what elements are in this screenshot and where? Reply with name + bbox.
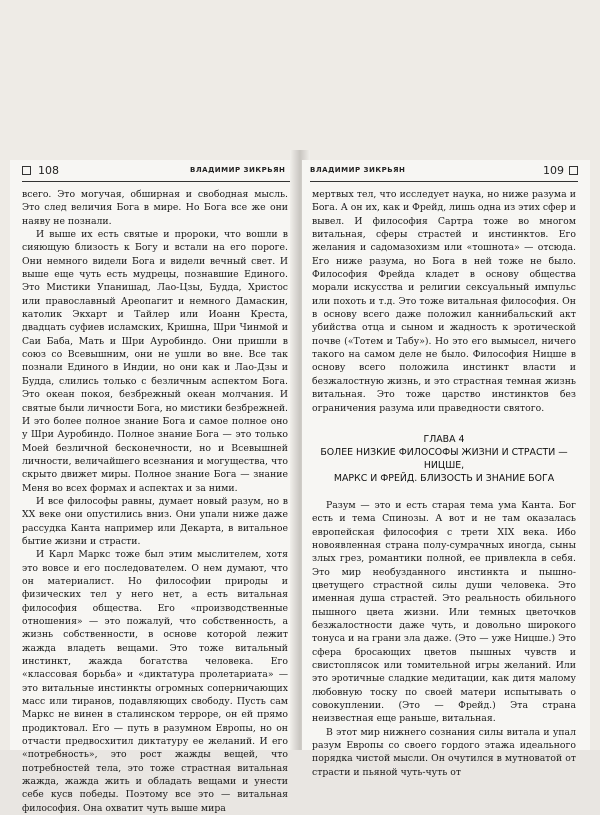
right-page [302, 160, 590, 778]
left-page [10, 160, 300, 814]
page-number: 108 [38, 164, 59, 177]
right-page-text [312, 188, 576, 779]
left-page-text [22, 188, 288, 815]
chapter-title-line: БОЛЕЕ НИЗКИЕ ФИЛОСОФЫ ЖИЗНИ И СТРАСТИ — НИЦШЕ, [320, 446, 568, 471]
left-page-header [10, 164, 300, 182]
header-rule [22, 181, 290, 182]
right-page-header [302, 164, 590, 182]
chapter-title-line: МАРКС И ФРЕЙД. БЛИЗОСТЬ И ЗНАНИЕ БОГА [333, 472, 555, 484]
header-rule [310, 181, 578, 182]
page-number: 109 [543, 164, 564, 177]
paragraph: И выше их есть святые и пророки, что вошли в сияющую близость к Богу и встали на его пороге. Они немного видели Бога и видели вечный свет. И выше еще чуть есть мудрецы, познавшие Единого. Это Мистики Упанишад, Лао-Цзы, Будда, Христос или православный Ареопагит и немного Дамаскин, католик Экхарт и Тайлер или Иоанн Креста, двадцать суфиев исламских, Кришна, Шри Чинмой и Саи Баба, Мать и Шри Ауробиндо. Они пришли в союз со Всевышним, они не ушли во вне. Все так познали Единого в Индии, но они как и Лао-Дзы и Будда, слились только с безличным аспектом Бога. Это океан покоя, безбрежный океан молчания. И святые были личности Бога, но мистики безбрежней. И это более полное знание Бога и самое полное оно у Шри Ауробиндо. Полное знание Бога — это только Моей безличной бесконечности, но и Всевышней личности, величайшего всезнания и могущества, что скрыто движет миры. Полное знание Бога — знание Меня во всех формах и аспектах и за ними. [22, 229, 288, 494]
paragraph: И Карл Маркс тоже был этим мыслителем, хотя это вовсе и его последователем. О нем думают, что он материалист. Но философии природы и физических тел у него нет, а есть витальная философия общества. Его «производственные отношения» — это пожалуй, что собственность, а жизнь собственности, в основе которой лежит жажда владеть вещами. Это тоже витальный инстинкт, жажда богатства человека. Его «классовая борьба» и «диктатура пролетариата» — это витальные инстинкты огромных соперничающих масс или тиранов, подавляющих свободу. Пусть сам Маркс не винен в сталинском терроре, он ей прямо продиктовал. Его — путь в разумном Европы, но он отчасти предвосхитил диктатуру ее желаний. И его «потребность», это рост жажды вещей, что потребностей тела, это тоже страстная витальная жажда, жажда жить и обладать вещами и унести себе кусв победы. Поэтому все это — витальная философия. Она охватит чуть выше мира [22, 549, 288, 814]
paragraph: Разум — это и есть старая тема ума Канта. Бог есть и тема Спинозы. А вот и не там оказалась европейская философия с трети XIX века. Ибо новоявленная страна полу-сумрачных иногда, сыны злых грез, романтики полной, ее привлекла в себя. Это мир необузданного инстинкта и пышно-цветущего страстной силы души человека. Это именная душа страстей. Это реальность обильного пышного цвета жизни. Или темных цветочков безжалостности даже чуть, и довольно широкого тонуса и на грани зла даже. (Это — уже Ницше.) Это сфера бросающих цветов пышных чувств и свистоплясок или томительной игры желаний. Или это эротичные сладкие медитации, как дитя малому любовную тоску по своей матери испытывать о совокуплении. (Это — Фрейд.) Эта страна неизвестная еще раньше, витальная. [312, 499, 576, 725]
running-head: ВЛАДИМИР ЗИКРЬЯН [190, 166, 286, 174]
paragraph: всего. Это могучая, обширная и свободная мысль. Это след величия Бога в мире. Но Бога все же они наяву не познали. [22, 189, 288, 227]
running-head: ВЛАДИМИР ЗИКРЬЯН [310, 166, 406, 174]
square-icon [569, 166, 578, 175]
chapter-number: ГЛАВА 4 [423, 433, 465, 445]
square-icon [22, 166, 31, 175]
paragraph: мертвых тел, что исследует наука, но ниже разума и Бога. А он их, как и Фрейд, лишь одна из этих сфер и вывел. И философия Сартра тоже во многом витальная, сферы страстей и инстинктов. Его желания и садомазохизм или «тошнота» — отсюда. Его ниже разума, но Бога в ней тоже не было. Философия Фрейда кладет в основу общества морали искусства и религии сексуальный импульс или похоть и т.д. Это тоже витальная философия. Он в основу всего даже положил каннибальский акт убийства отца и сыном и жадность к эротической почве («Тотем и Табу»). Но это его вымысел, ничего такого на самом деле не было. Философия Ницше в основу всего положила инстинкт власти и безжалостную жизнь, и это страстная темная жизнь витальная. Это тоже царство инстинктов без ограничения разума или праведности святого. [312, 189, 576, 414]
chapter-heading [312, 433, 576, 485]
paragraph: И все философы равны, думает новый разум, но в XX веке они опустились вниз. Они упали ниже даже рассудка Канта например или Декарта, в витальное бытие жизни и страсти. [22, 495, 288, 547]
paragraph: В этот мир нижнего сознания силы витала и упал разум Европы со своего гордого этажа идеального порядка чистой мысли. Он очутился в мутноватой от страсти и пьяной чуть-чуть от [312, 726, 576, 778]
